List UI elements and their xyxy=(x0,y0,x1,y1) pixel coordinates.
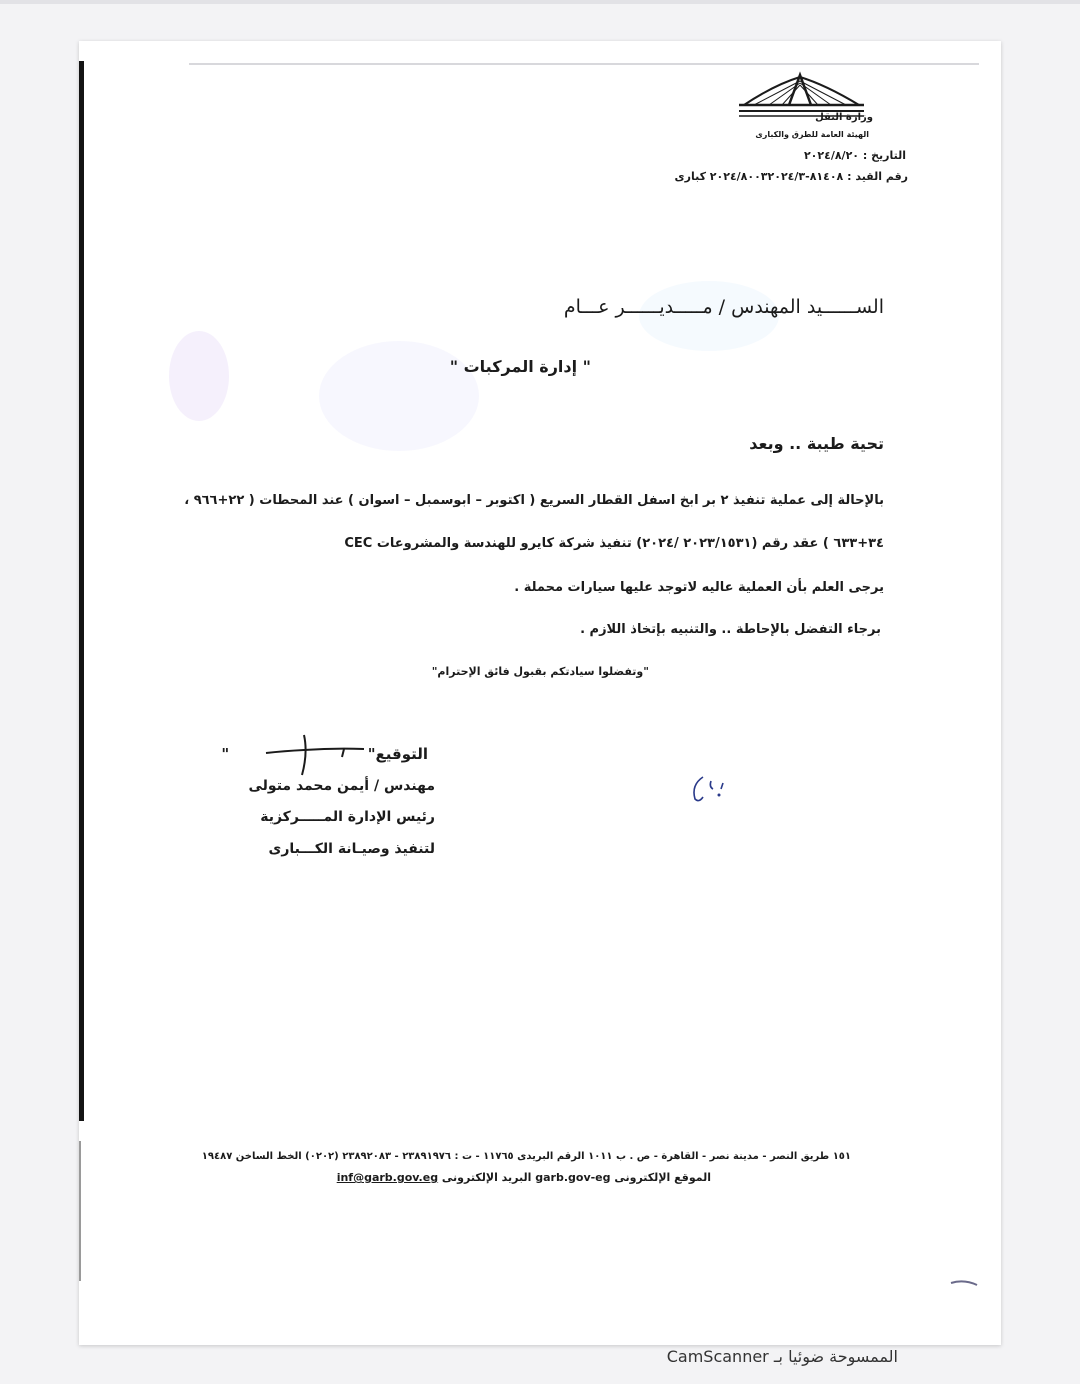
body-line-3: يرجى العلم بأن العملية عاليه لاتوجد عليها سيارات محملة . xyxy=(514,580,884,595)
footer-contact xyxy=(337,1171,711,1184)
scan-edge-shadow-lower xyxy=(79,1141,81,1281)
top-border xyxy=(0,0,1080,4)
camscanner-caption: الممسوحة ضوئيا بـ CamScanner xyxy=(666,1347,898,1366)
website-link[interactable]: garb.gov-eg xyxy=(535,1171,611,1184)
body-line-2: ٣٤+٦٣٣ ) عقد رقم (٢٠٢٣/١٥٣١ /٢٠٢٤) تنفيذ شركة كايرو للهندسة والمشروعات CEC xyxy=(344,536,884,551)
scan-corner-mark xyxy=(949,1271,979,1291)
letter-date: التاريخ : ٢٠٢٤/٨/٢٠ xyxy=(803,149,906,162)
closing-phrase: "وتفضلوا سيادتكم بقبول فائق الإحترام" xyxy=(431,665,649,678)
addressee-title: الســــــيد المهندس / مـــــديــــــر عـــام xyxy=(563,296,884,318)
authority-name: الهيئة العامة للطرق والكبارى xyxy=(755,130,869,139)
footer-address: ١٥١ طريق النصر - مدينة نصر - القاهرة - ص . ب ١٠١١ الرقم البريدى ١١٧٦٥ - ت : ٢٣٨٩١٩٧٦ - ٢٣٨٩٢٠٨٣ (٠٢٠٢) الخط الساخن ١٩٤٨٧ xyxy=(201,1151,851,1162)
ministry-name: وزارة النقل xyxy=(815,112,873,123)
signatory-title: رئيس الإدارة المـــــركزية xyxy=(260,809,435,825)
handwritten-signature xyxy=(264,733,369,778)
email-link[interactable]: inf@garb.gov.eg xyxy=(336,1171,439,1184)
scanned-letter-page xyxy=(79,41,1001,1366)
signatory-name: مهندس / أيمن محمد متولى xyxy=(248,778,435,794)
signatory-department: لتنفيذ وصيـانة الكـــبارى xyxy=(268,841,435,857)
body-line-4: برجاء التفضل بالإحاطة .. والتنبيه بإتخاذ اللازم . xyxy=(580,622,881,637)
department-name: " إدارة المركبات " xyxy=(449,357,591,376)
handwritten-initials xyxy=(687,769,732,807)
email-label: البريد الإلكترونى xyxy=(441,1171,532,1184)
signature-label-text: التوقيع" xyxy=(367,745,428,763)
greeting: تحية طيبة .. وبعد xyxy=(749,434,884,453)
reference-number: رقم القيد : ٨١٤٠٨-٢٠٢٤/٨٠٠٣٢٠٢٤/٣ كبارى xyxy=(674,170,908,183)
scan-artifact xyxy=(169,331,229,421)
website-label: الموقع الإلكترونى xyxy=(614,1171,711,1184)
scan-top-edge xyxy=(189,63,979,65)
signature-quote-mark: " xyxy=(221,745,230,763)
scan-edge-shadow xyxy=(79,61,84,1121)
body-line-1: بالإحالة إلى عملية تنفيذ ٢ بر ابخ اسفل القطار السريع ( اكتوبر – ابوسمبل – اسوان ) عند المحطات ( ٢٢+٩٦٦ ، xyxy=(184,493,884,508)
